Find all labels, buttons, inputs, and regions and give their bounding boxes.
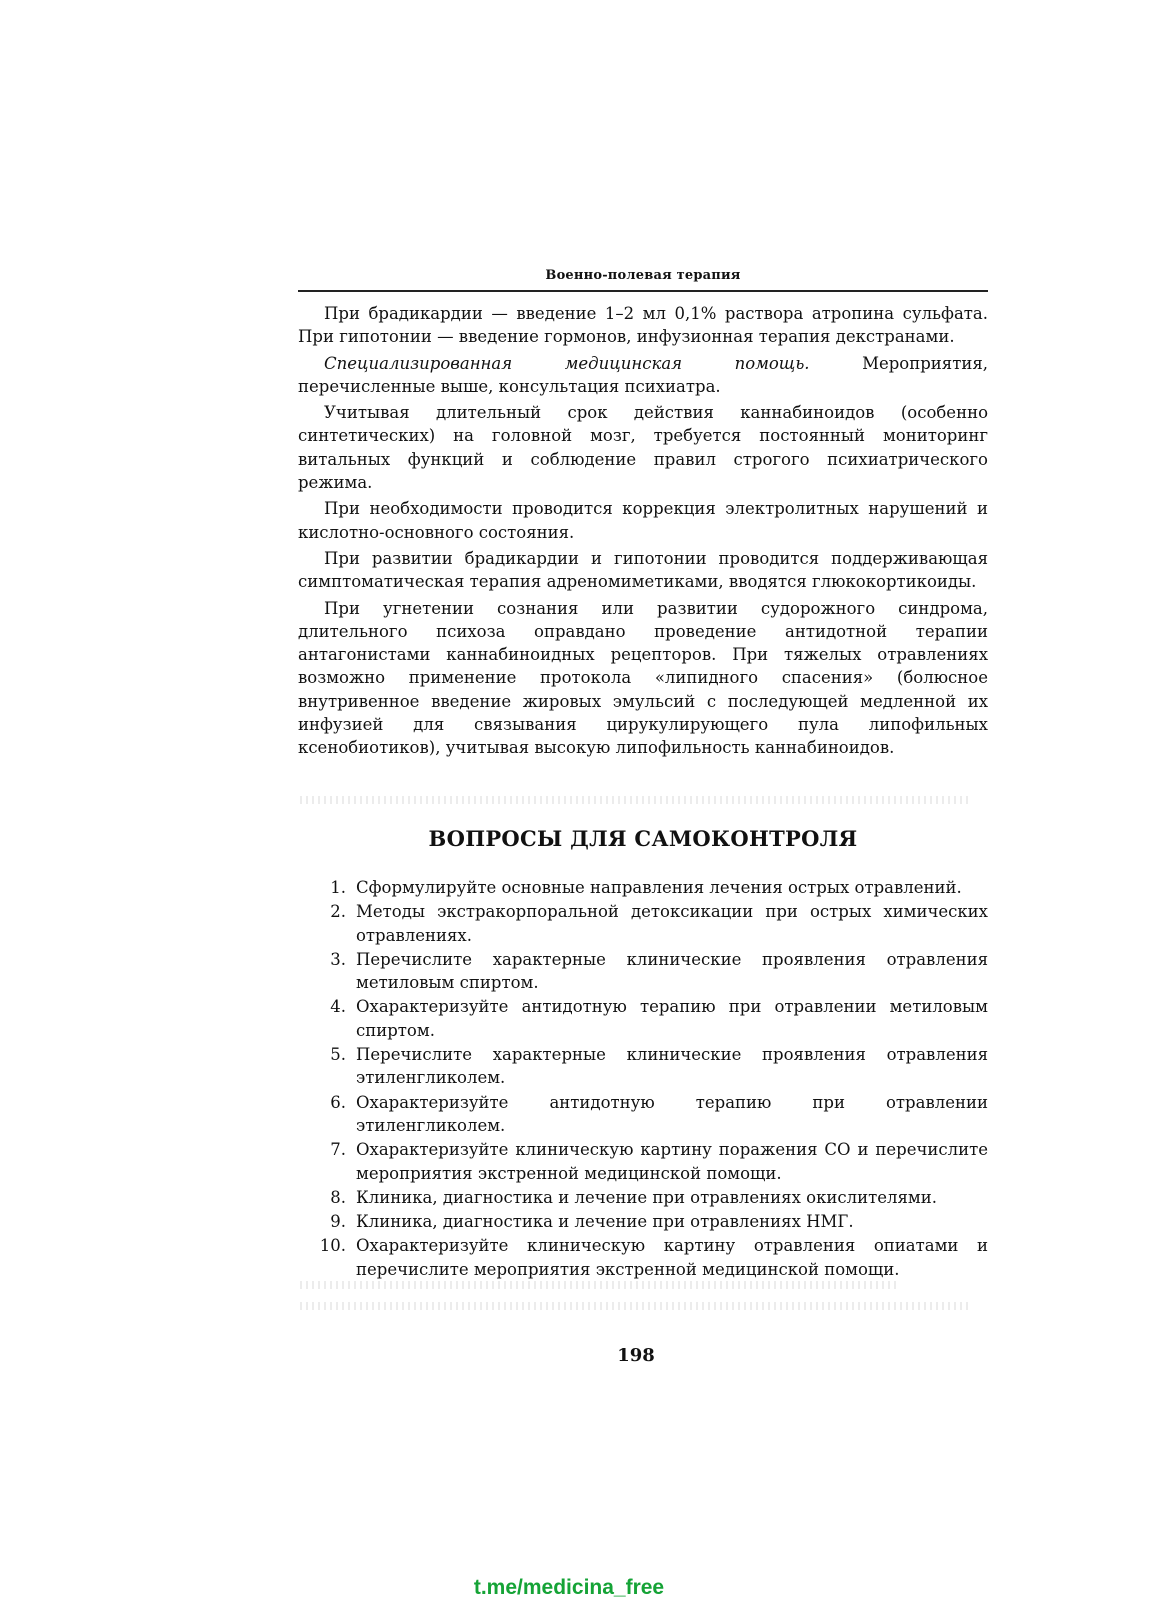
question-number: 6. [330,1092,346,1112]
paragraph-antidote: При угнетении сознания или развитии судорожного синдрома, длительного психоза оправдано проведение антидотной терапии антагонистами каннабиноидных рецепторов. При тяжелых отравлениях возможно применение протокола «липидного спасения» (болюсное внутривенное введение жировых эмульсий с последующей медленной их инфузией для связывания цирукулирующего пула липофильных ксенобиотиков), учитывая высокую липофильность каннабиноидов. [298,598,988,758]
question-text: Перечислите характерные клинические проявления отравления метиловым спиртом. [356,949,988,993]
list-item [298,876,988,899]
list-item [298,1186,988,1209]
list-item [298,995,988,1042]
question-number: 7. [330,1140,346,1160]
list-item [298,1043,988,1090]
question-number: 4. [330,997,346,1017]
paragraph-electrolytes: При необходимости проводится коррекция электролитных нарушений и кислотно-основного состояния. [298,499,988,542]
question-text: Охарактеризуйте антидотную терапию при отравлении этиленгликолем. [356,1092,988,1135]
question-number: 1. [330,878,346,897]
question-list [298,876,988,1282]
list-item [298,900,988,947]
paragraph-cannabinoids: Учитывая длительный срок действия каннабиноидов (особенно синтетических) на головной мозг, требуется постоянный мониторинг витальных функций и соблюдение правил строгого психиатрического режима. [298,403,988,493]
specialized-care-text: Мероприятия, перечисленные выше, консультация психиатра. [298,353,988,396]
body-text [298,302,988,763]
scan-noise [300,1302,970,1310]
question-text: Клиника, диагностика и лечение при отравлениях НМГ. [356,1212,854,1232]
question-number: 9. [330,1212,346,1232]
paragraph-hypotension: При развитии брадикардии и гипотонии проводится поддерживающая симптоматическая терапия адреномиметиками, вводятся глюкокортикоиды. [298,548,988,592]
list-item [298,1138,988,1185]
question-number: 2. [330,902,346,922]
question-number: 5. [330,1045,346,1065]
question-number: 10. [319,1236,346,1256]
question-text: Охарактеризуйте клиническую картину поражения СО и перечислите мероприятия экстренной медицинской помощи. [356,1140,988,1183]
question-number: 8. [330,1187,346,1207]
list-item [298,1210,988,1233]
page-number: 198 [617,1345,655,1366]
specialized-care-lead: Специализированная медицинская помощь. [324,353,810,373]
scan-noise [300,1281,900,1289]
section-heading: ВОПРОСЫ ДЛЯ САМОКОНТРОЛЯ [428,826,858,851]
list-item [298,1234,988,1281]
question-text: Методы экстракорпоральной детоксикации при острых химических отравлениях. [356,902,988,945]
question-text: Перечислите характерные клинические проявления отравления этиленгликолем. [356,1045,988,1088]
question-number: 3. [330,949,346,969]
question-text: Сформулируйте основные направления лечения острых отравлений. [356,878,962,897]
scan-noise [300,796,970,804]
telegram-link[interactable]: t.me/medicina_free [473,1576,665,1599]
paragraph-bradycardia: При брадикардии — введение 1–2 мл 0,1% раствора атропина сульфата. При гипотонии — введение гормонов, инфузионная терапия декстранами. [298,304,988,347]
running-title: Военно-полевая терапия [545,268,741,283]
question-text: Охарактеризуйте клиническую картину отравления опиатами и перечислите мероприятия экстренной медицинской помощи. [356,1236,988,1279]
running-header [298,268,988,292]
list-item [298,1091,988,1138]
paragraph-specialized-care [298,352,988,399]
question-text: Клиника, диагностика и лечение при отравлениях окислителями. [356,1187,937,1207]
question-text: Охарактеризуйте антидотную терапию при отравлении метиловым спиртом. [356,997,988,1040]
list-item [298,948,988,995]
